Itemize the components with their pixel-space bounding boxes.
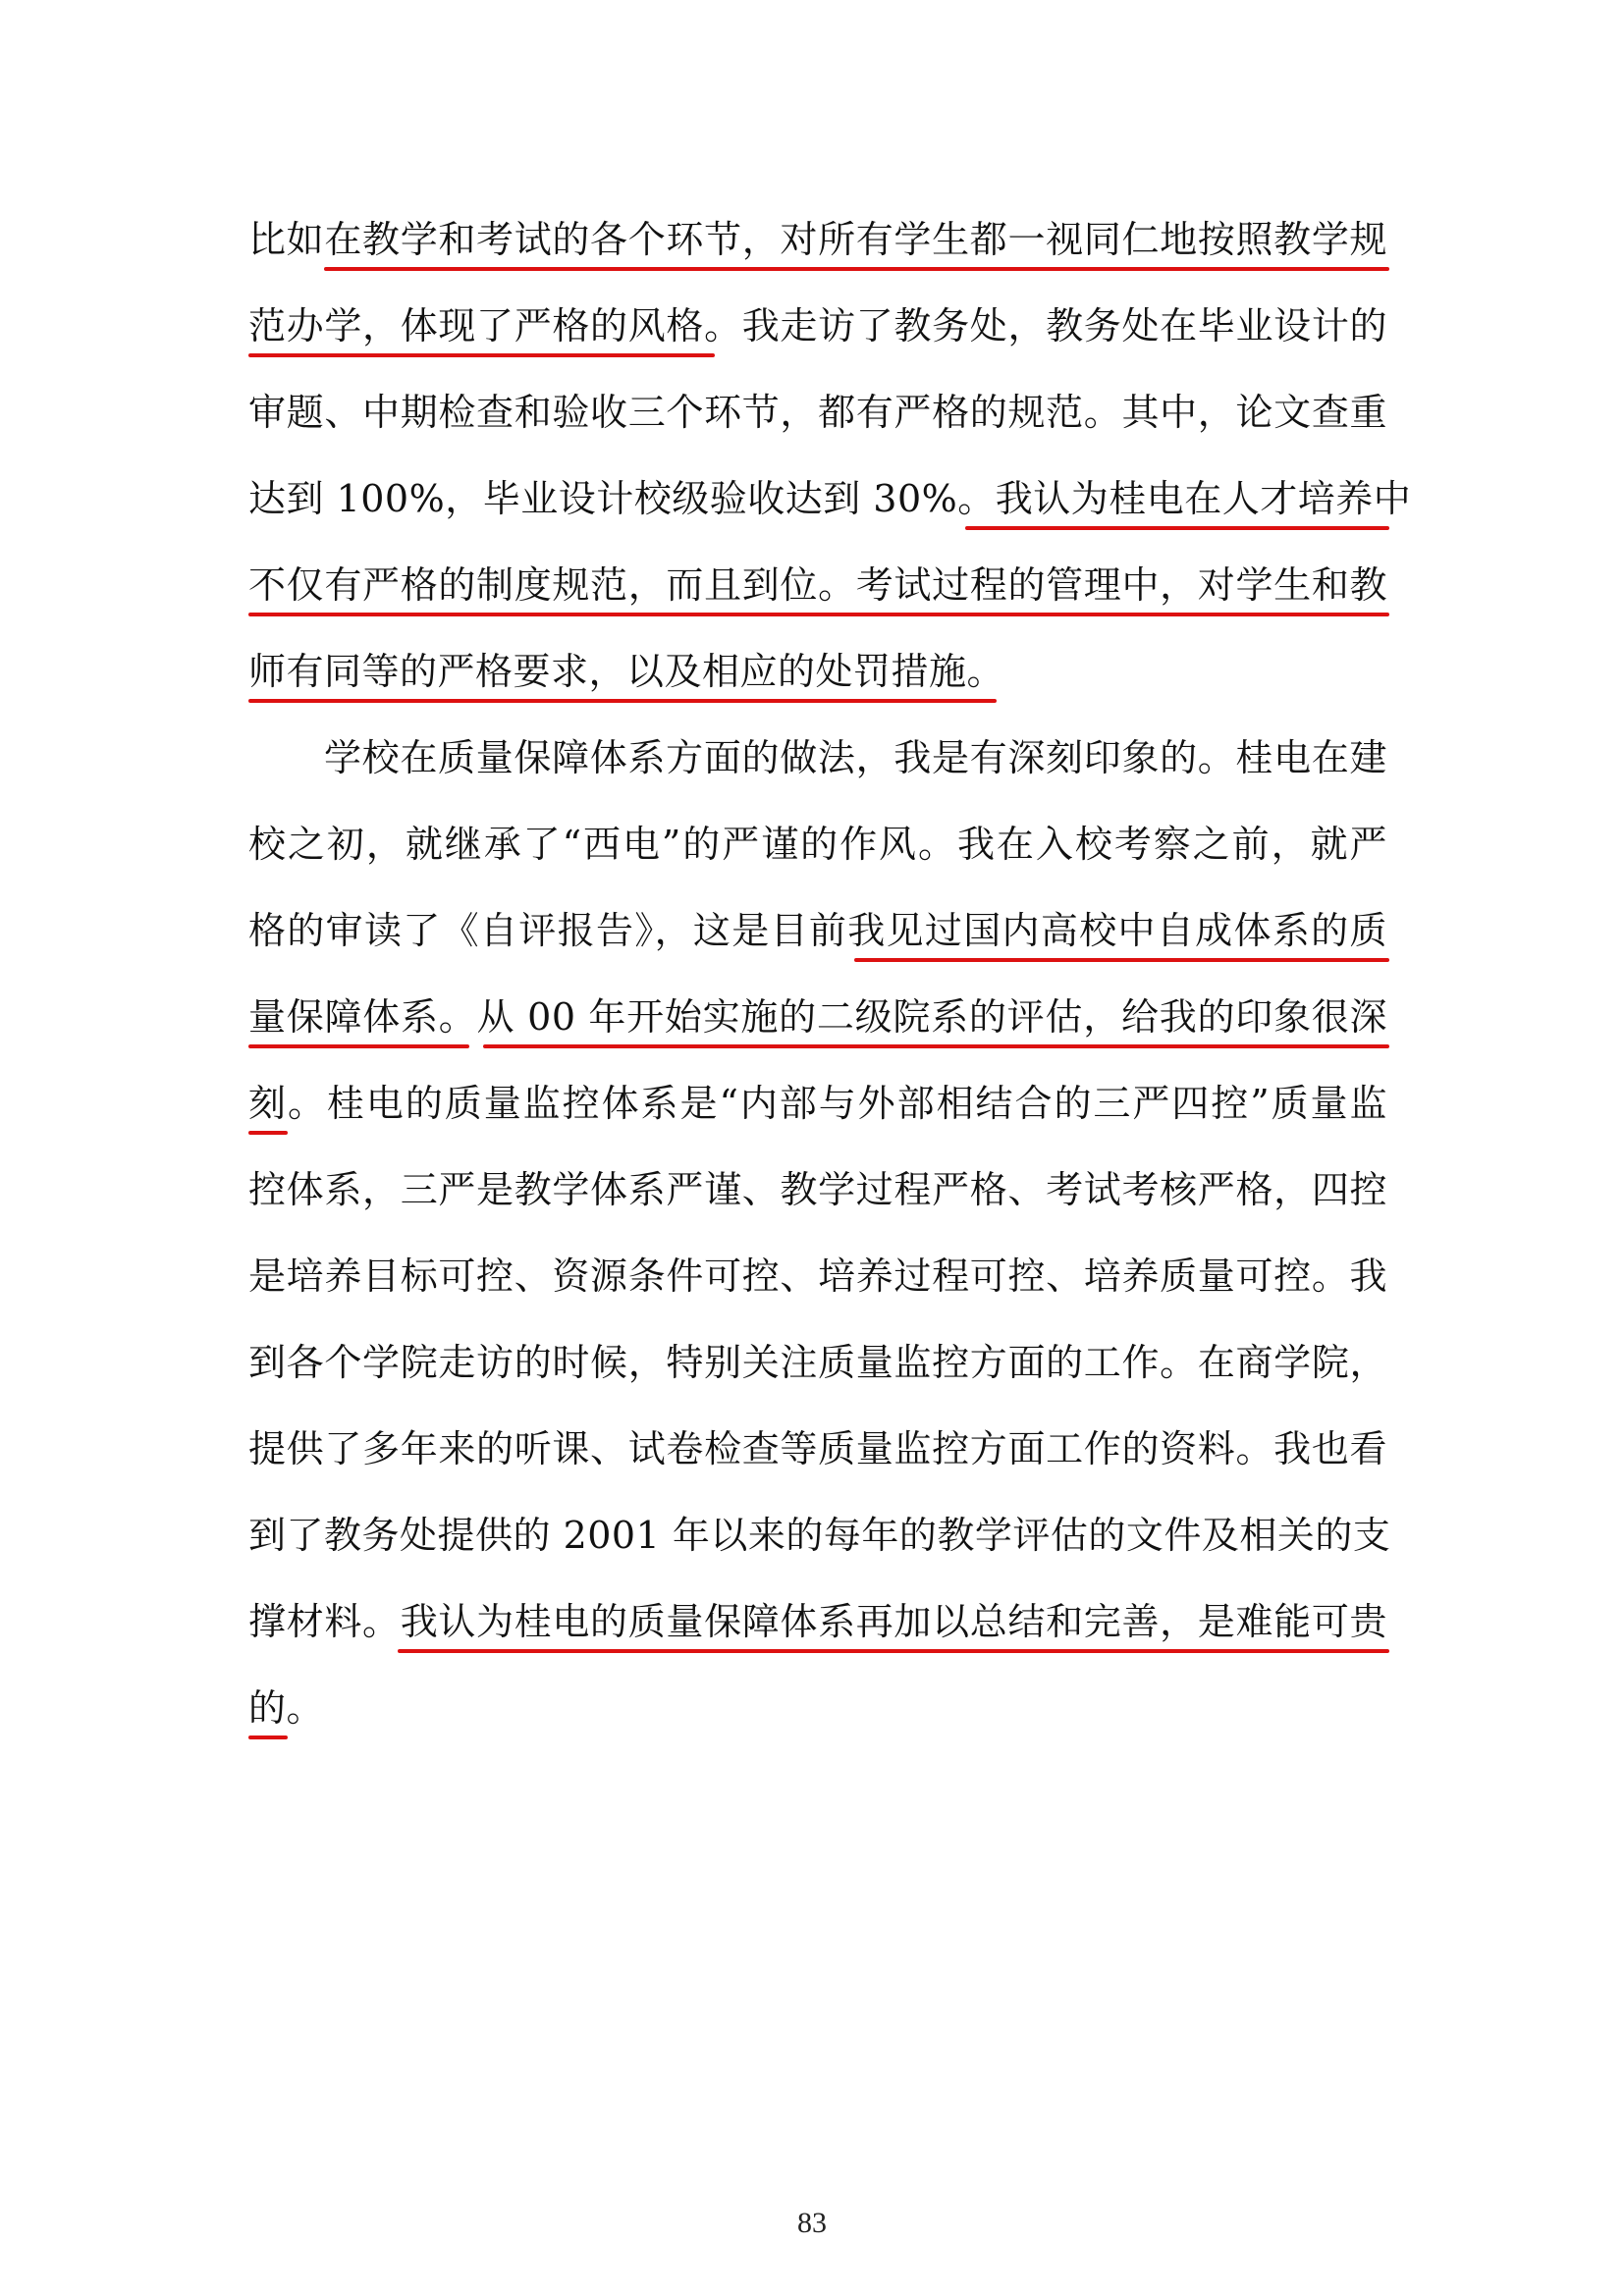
paragraph-line: 提供了多年来的听课、试卷检查等质量监控方面工作的资料。我也看 [248,1427,1387,1470]
paragraph-line: 到了教务处提供的 2001 年以来的每年的教学评估的文件及相关的支 [248,1514,1391,1557]
paragraph-line: 刻。桂电的质量监控体系是“内部与外部相结合的三严四控”质量监 [248,1082,1387,1125]
paragraph-line: 的。 [248,1686,325,1730]
red-underline [248,699,997,703]
red-underline [854,958,1389,962]
paragraph-line: 格的审读了《自评报告》，这是目前我见过国内高校中自成体系的质 [248,909,1387,952]
paragraph-line: 学校在质量保障体系方面的做法，我是有深刻印象的。桂电在建 [324,736,1387,779]
red-underline [248,1131,288,1135]
paragraph-line: 范办学，体现了严格的风格。我走访了教务处，教务处在毕业设计的 [248,304,1387,347]
red-underline [398,1649,1389,1653]
paragraph-line: 到各个学院走访的时候，特别关注质量监控方面的工作。在商学院， [248,1341,1387,1384]
paragraph-line: 不仅有严格的制度规范，而且到位。考试过程的管理中，对学生和教 [248,563,1387,607]
paragraph-line: 是培养目标可控、资源条件可控、培养过程可控、培养质量可控。我 [248,1255,1387,1298]
paragraph-line: 量保障体系。从 00 年开始实施的二级院系的评估，给我的印象很深 [248,995,1387,1039]
paragraph-line: 控体系，三严是教学体系严谨、教学过程严格、考试考核严格，四控 [248,1168,1387,1211]
red-underline [965,526,1389,530]
page-number: 83 [797,2207,827,2239]
red-underline [248,353,715,357]
paragraph-line: 校之初，就继承了“西电”的严谨的作风。我在入校考察之前，就严 [248,823,1387,866]
red-underline [324,267,1389,271]
red-underline [248,613,1389,616]
red-underline [248,1044,469,1048]
paragraph-line: 比如在教学和考试的各个环节，对所有学生都一视同仁地按照教学规 [248,218,1387,261]
red-underline [248,1735,288,1739]
red-underline [483,1044,1389,1048]
paragraph-line: 师有同等的严格要求，以及相应的处罚措施。 [248,650,1005,693]
paragraph-line: 审题、中期检查和验收三个环节，都有严格的规范。其中，论文查重 [248,391,1387,434]
paragraph-line: 达到 100%，毕业设计校级验收达到 30%。我认为桂电在人才培养中 [248,477,1412,520]
paragraph-line: 撑材料。我认为桂电的质量保障体系再加以总结和完善，是难能可贵 [248,1600,1387,1643]
